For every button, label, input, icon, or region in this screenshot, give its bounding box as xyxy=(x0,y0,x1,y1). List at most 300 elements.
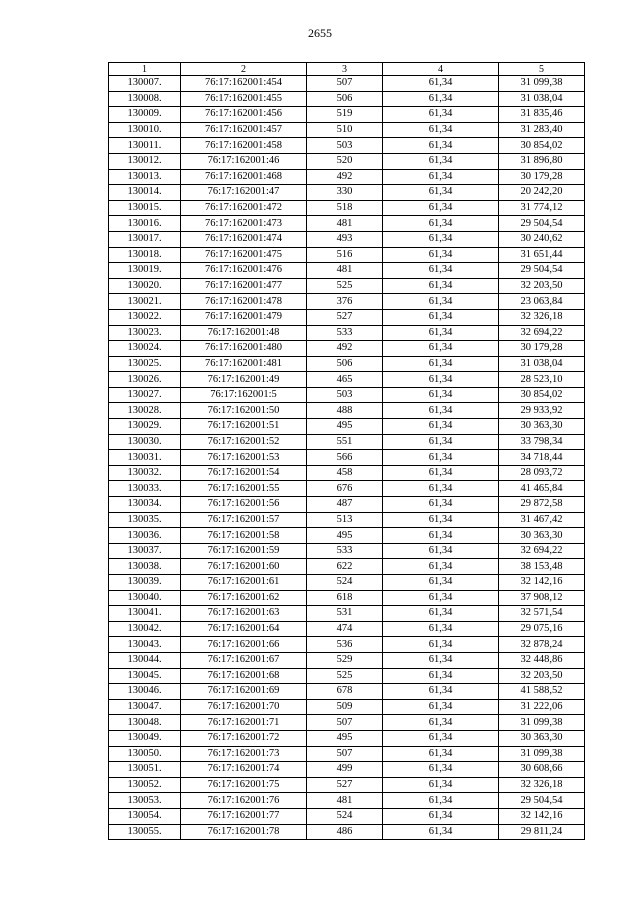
area-cell: 533 xyxy=(307,325,383,341)
table-row xyxy=(109,465,585,481)
area-cell: 516 xyxy=(307,247,383,263)
amount-cell: 30 240,62 xyxy=(499,231,585,247)
amount-cell: 31 835,46 xyxy=(499,107,585,123)
cadastral-number-cell: 76:17:162001:78 xyxy=(181,824,307,840)
cadastral-number-cell: 76:17:162001:473 xyxy=(181,216,307,232)
row-number-cell: 130014. xyxy=(109,185,181,201)
cadastral-number-cell: 76:17:162001:5 xyxy=(181,387,307,403)
table-row xyxy=(109,699,585,715)
table-row xyxy=(109,652,585,668)
amount-cell: 32 203,50 xyxy=(499,668,585,684)
table-row xyxy=(109,341,585,357)
row-number-cell: 130008. xyxy=(109,91,181,107)
table-row xyxy=(109,590,585,606)
rate-cell: 61,34 xyxy=(383,730,499,746)
rate-cell: 61,34 xyxy=(383,652,499,668)
cadastral-number-cell: 76:17:162001:52 xyxy=(181,434,307,450)
rate-cell: 61,34 xyxy=(383,465,499,481)
area-cell: 618 xyxy=(307,590,383,606)
row-number-cell: 130015. xyxy=(109,200,181,216)
table-row xyxy=(109,808,585,824)
rate-cell: 61,34 xyxy=(383,325,499,341)
cadastral-number-cell: 76:17:162001:63 xyxy=(181,606,307,622)
cadastral-number-cell: 76:17:162001:74 xyxy=(181,762,307,778)
table-row xyxy=(109,762,585,778)
area-cell: 531 xyxy=(307,606,383,622)
row-number-cell: 130035. xyxy=(109,512,181,528)
amount-cell: 41 588,52 xyxy=(499,684,585,700)
table-header xyxy=(109,63,585,76)
area-cell: 536 xyxy=(307,637,383,653)
amount-cell: 31 774,12 xyxy=(499,200,585,216)
table-row xyxy=(109,481,585,497)
rate-cell: 61,34 xyxy=(383,793,499,809)
cadastral-number-cell: 76:17:162001:477 xyxy=(181,278,307,294)
table-row xyxy=(109,309,585,325)
table-row xyxy=(109,325,585,341)
area-cell: 533 xyxy=(307,543,383,559)
row-number-cell: 130016. xyxy=(109,216,181,232)
table-row xyxy=(109,434,585,450)
page-number: 2655 xyxy=(308,26,332,40)
row-number-cell: 130045. xyxy=(109,668,181,684)
cadastral-number-cell: 76:17:162001:46 xyxy=(181,153,307,169)
area-cell: 458 xyxy=(307,465,383,481)
row-number-cell: 130028. xyxy=(109,403,181,419)
cadastral-number-cell: 76:17:162001:60 xyxy=(181,559,307,575)
row-number-cell: 130054. xyxy=(109,808,181,824)
table-header-row xyxy=(109,63,585,76)
cadastral-number-cell: 76:17:162001:474 xyxy=(181,231,307,247)
area-cell: 507 xyxy=(307,746,383,762)
row-number-cell: 130029. xyxy=(109,419,181,435)
amount-cell: 32 571,54 xyxy=(499,606,585,622)
amount-cell: 34 718,44 xyxy=(499,450,585,466)
cadastral-number-cell: 76:17:162001:47 xyxy=(181,185,307,201)
amount-cell: 31 038,04 xyxy=(499,91,585,107)
row-number-cell: 130017. xyxy=(109,231,181,247)
cadastral-number-cell: 76:17:162001:70 xyxy=(181,699,307,715)
area-cell: 525 xyxy=(307,668,383,684)
cadastral-number-cell: 76:17:162001:458 xyxy=(181,138,307,154)
row-number-cell: 130049. xyxy=(109,730,181,746)
amount-cell: 20 242,20 xyxy=(499,185,585,201)
cadastral-number-cell: 76:17:162001:55 xyxy=(181,481,307,497)
row-number-cell: 130031. xyxy=(109,450,181,466)
area-cell: 506 xyxy=(307,91,383,107)
table-row xyxy=(109,746,585,762)
area-cell: 527 xyxy=(307,309,383,325)
amount-cell: 32 142,16 xyxy=(499,808,585,824)
column-header-3: 3 xyxy=(307,63,383,76)
area-cell: 495 xyxy=(307,730,383,746)
rate-cell: 61,34 xyxy=(383,668,499,684)
cadastral-number-cell: 76:17:162001:454 xyxy=(181,76,307,92)
cadastral-number-cell: 76:17:162001:73 xyxy=(181,746,307,762)
rate-cell: 61,34 xyxy=(383,356,499,372)
column-header-1: 1 xyxy=(109,63,181,76)
rate-cell: 61,34 xyxy=(383,543,499,559)
rate-cell: 61,34 xyxy=(383,387,499,403)
rate-cell: 61,34 xyxy=(383,621,499,637)
cadastral-number-cell: 76:17:162001:58 xyxy=(181,528,307,544)
amount-cell: 41 465,84 xyxy=(499,481,585,497)
table-row xyxy=(109,278,585,294)
table-row xyxy=(109,107,585,123)
amount-cell: 30 854,02 xyxy=(499,387,585,403)
table-row xyxy=(109,294,585,310)
amount-cell: 38 153,48 xyxy=(499,559,585,575)
row-number-cell: 130020. xyxy=(109,278,181,294)
area-cell: 495 xyxy=(307,528,383,544)
table-row xyxy=(109,200,585,216)
table-row xyxy=(109,512,585,528)
cadastral-number-cell: 76:17:162001:53 xyxy=(181,450,307,466)
area-cell: 520 xyxy=(307,153,383,169)
rate-cell: 61,34 xyxy=(383,91,499,107)
column-header-2: 2 xyxy=(181,63,307,76)
row-number-cell: 130038. xyxy=(109,559,181,575)
row-number-cell: 130026. xyxy=(109,372,181,388)
cadastral-number-cell: 76:17:162001:472 xyxy=(181,200,307,216)
area-cell: 486 xyxy=(307,824,383,840)
amount-cell: 32 142,16 xyxy=(499,575,585,591)
row-number-cell: 130010. xyxy=(109,122,181,138)
cadastral-number-cell: 76:17:162001:468 xyxy=(181,169,307,185)
cadastral-number-cell: 76:17:162001:67 xyxy=(181,652,307,668)
cadastral-number-cell: 76:17:162001:59 xyxy=(181,543,307,559)
row-number-cell: 130024. xyxy=(109,341,181,357)
cadastral-number-cell: 76:17:162001:56 xyxy=(181,497,307,513)
cadastral-number-cell: 76:17:162001:479 xyxy=(181,309,307,325)
row-number-cell: 130040. xyxy=(109,590,181,606)
amount-cell: 32 326,18 xyxy=(499,777,585,793)
area-cell: 622 xyxy=(307,559,383,575)
rate-cell: 61,34 xyxy=(383,185,499,201)
row-number-cell: 130023. xyxy=(109,325,181,341)
rate-cell: 61,34 xyxy=(383,434,499,450)
cadastral-number-cell: 76:17:162001:71 xyxy=(181,715,307,731)
rate-cell: 61,34 xyxy=(383,481,499,497)
row-number-cell: 130055. xyxy=(109,824,181,840)
rate-cell: 61,34 xyxy=(383,247,499,263)
area-cell: 503 xyxy=(307,387,383,403)
row-number-cell: 130048. xyxy=(109,715,181,731)
area-cell: 524 xyxy=(307,575,383,591)
table-row xyxy=(109,356,585,372)
rate-cell: 61,34 xyxy=(383,684,499,700)
cadastral-number-cell: 76:17:162001:457 xyxy=(181,122,307,138)
table-row xyxy=(109,122,585,138)
amount-cell: 29 075,16 xyxy=(499,621,585,637)
rate-cell: 61,34 xyxy=(383,231,499,247)
rate-cell: 61,34 xyxy=(383,497,499,513)
area-cell: 487 xyxy=(307,497,383,513)
rate-cell: 61,34 xyxy=(383,637,499,653)
amount-cell: 31 651,44 xyxy=(499,247,585,263)
row-number-cell: 130009. xyxy=(109,107,181,123)
cadastral-number-cell: 76:17:162001:61 xyxy=(181,575,307,591)
amount-cell: 28 093,72 xyxy=(499,465,585,481)
table-row xyxy=(109,824,585,840)
row-number-cell: 130022. xyxy=(109,309,181,325)
area-cell: 676 xyxy=(307,481,383,497)
rate-cell: 61,34 xyxy=(383,372,499,388)
amount-cell: 30 363,30 xyxy=(499,528,585,544)
table-row xyxy=(109,543,585,559)
area-cell: 495 xyxy=(307,419,383,435)
cadastral-number-cell: 76:17:162001:455 xyxy=(181,91,307,107)
cadastral-number-cell: 76:17:162001:48 xyxy=(181,325,307,341)
amount-cell: 31 222,06 xyxy=(499,699,585,715)
amount-cell: 30 854,02 xyxy=(499,138,585,154)
area-cell: 481 xyxy=(307,263,383,279)
rate-cell: 61,34 xyxy=(383,122,499,138)
rate-cell: 61,34 xyxy=(383,746,499,762)
row-number-cell: 130021. xyxy=(109,294,181,310)
area-cell: 481 xyxy=(307,216,383,232)
rate-cell: 61,34 xyxy=(383,590,499,606)
rate-cell: 61,34 xyxy=(383,715,499,731)
amount-cell: 29 872,58 xyxy=(499,497,585,513)
area-cell: 566 xyxy=(307,450,383,466)
cadastral-number-cell: 76:17:162001:64 xyxy=(181,621,307,637)
area-cell: 465 xyxy=(307,372,383,388)
row-number-cell: 130012. xyxy=(109,153,181,169)
area-cell: 510 xyxy=(307,122,383,138)
area-cell: 507 xyxy=(307,715,383,731)
row-number-cell: 130053. xyxy=(109,793,181,809)
area-cell: 525 xyxy=(307,278,383,294)
column-header-4: 4 xyxy=(383,63,499,76)
rate-cell: 61,34 xyxy=(383,559,499,575)
rate-cell: 61,34 xyxy=(383,606,499,622)
row-number-cell: 130050. xyxy=(109,746,181,762)
table-row xyxy=(109,497,585,513)
cadastral-number-cell: 76:17:162001:57 xyxy=(181,512,307,528)
cadastral-number-cell: 76:17:162001:72 xyxy=(181,730,307,746)
area-cell: 519 xyxy=(307,107,383,123)
row-number-cell: 130039. xyxy=(109,575,181,591)
cadastral-number-cell: 76:17:162001:478 xyxy=(181,294,307,310)
rate-cell: 61,34 xyxy=(383,216,499,232)
rate-cell: 61,34 xyxy=(383,107,499,123)
amount-cell: 32 694,22 xyxy=(499,325,585,341)
row-number-cell: 130033. xyxy=(109,481,181,497)
cadastral-number-cell: 76:17:162001:62 xyxy=(181,590,307,606)
cadastral-number-cell: 76:17:162001:54 xyxy=(181,465,307,481)
rate-cell: 61,34 xyxy=(383,528,499,544)
area-cell: 488 xyxy=(307,403,383,419)
rate-cell: 61,34 xyxy=(383,575,499,591)
amount-cell: 37 908,12 xyxy=(499,590,585,606)
amount-cell: 31 896,80 xyxy=(499,153,585,169)
area-cell: 503 xyxy=(307,138,383,154)
area-cell: 499 xyxy=(307,762,383,778)
table-body xyxy=(109,76,585,840)
table-row xyxy=(109,793,585,809)
table-row xyxy=(109,730,585,746)
row-number-cell: 130042. xyxy=(109,621,181,637)
area-cell: 492 xyxy=(307,341,383,357)
rate-cell: 61,34 xyxy=(383,512,499,528)
cadastral-number-cell: 76:17:162001:68 xyxy=(181,668,307,684)
cadastral-number-cell: 76:17:162001:69 xyxy=(181,684,307,700)
rate-cell: 61,34 xyxy=(383,200,499,216)
rate-cell: 61,34 xyxy=(383,777,499,793)
table-row xyxy=(109,263,585,279)
table-row xyxy=(109,575,585,591)
rate-cell: 61,34 xyxy=(383,403,499,419)
rate-cell: 61,34 xyxy=(383,450,499,466)
amount-cell: 30 363,30 xyxy=(499,419,585,435)
table-row xyxy=(109,91,585,107)
table-row xyxy=(109,247,585,263)
amount-cell: 29 811,24 xyxy=(499,824,585,840)
row-number-cell: 130019. xyxy=(109,263,181,279)
row-number-cell: 130052. xyxy=(109,777,181,793)
rate-cell: 61,34 xyxy=(383,808,499,824)
cadastral-number-cell: 76:17:162001:49 xyxy=(181,372,307,388)
area-cell: 481 xyxy=(307,793,383,809)
table-row xyxy=(109,559,585,575)
row-number-cell: 130027. xyxy=(109,387,181,403)
row-number-cell: 130047. xyxy=(109,699,181,715)
rate-cell: 61,34 xyxy=(383,699,499,715)
table-row xyxy=(109,372,585,388)
area-cell: 376 xyxy=(307,294,383,310)
rate-cell: 61,34 xyxy=(383,76,499,92)
amount-cell: 31 099,38 xyxy=(499,76,585,92)
table-row xyxy=(109,403,585,419)
row-number-cell: 130034. xyxy=(109,497,181,513)
table-row xyxy=(109,419,585,435)
area-cell: 551 xyxy=(307,434,383,450)
row-number-cell: 130032. xyxy=(109,465,181,481)
row-number-cell: 130041. xyxy=(109,606,181,622)
amount-cell: 30 608,66 xyxy=(499,762,585,778)
rate-cell: 61,34 xyxy=(383,419,499,435)
amount-cell: 29 504,54 xyxy=(499,263,585,279)
row-number-cell: 130043. xyxy=(109,637,181,653)
table-row xyxy=(109,216,585,232)
cadastral-number-cell: 76:17:162001:50 xyxy=(181,403,307,419)
table-row xyxy=(109,777,585,793)
rate-cell: 61,34 xyxy=(383,278,499,294)
row-number-cell: 130046. xyxy=(109,684,181,700)
row-number-cell: 130013. xyxy=(109,169,181,185)
table-row xyxy=(109,76,585,92)
cadastral-number-cell: 76:17:162001:481 xyxy=(181,356,307,372)
table-row xyxy=(109,450,585,466)
area-cell: 507 xyxy=(307,76,383,92)
area-cell: 506 xyxy=(307,356,383,372)
area-cell: 509 xyxy=(307,699,383,715)
cadastral-number-cell: 76:17:162001:456 xyxy=(181,107,307,123)
area-cell: 678 xyxy=(307,684,383,700)
amount-cell: 31 099,38 xyxy=(499,715,585,731)
rate-cell: 61,34 xyxy=(383,263,499,279)
cadastral-number-cell: 76:17:162001:66 xyxy=(181,637,307,653)
cadastral-number-cell: 76:17:162001:480 xyxy=(181,341,307,357)
data-table xyxy=(108,62,585,840)
row-number-cell: 130011. xyxy=(109,138,181,154)
row-number-cell: 130037. xyxy=(109,543,181,559)
amount-cell: 31 099,38 xyxy=(499,746,585,762)
cadastral-number-cell: 76:17:162001:475 xyxy=(181,247,307,263)
rate-cell: 61,34 xyxy=(383,138,499,154)
area-cell: 518 xyxy=(307,200,383,216)
amount-cell: 32 694,22 xyxy=(499,543,585,559)
rate-cell: 61,34 xyxy=(383,169,499,185)
amount-cell: 30 179,28 xyxy=(499,169,585,185)
cadastral-number-cell: 76:17:162001:51 xyxy=(181,419,307,435)
amount-cell: 31 038,04 xyxy=(499,356,585,372)
rate-cell: 61,34 xyxy=(383,309,499,325)
amount-cell: 28 523,10 xyxy=(499,372,585,388)
amount-cell: 31 283,40 xyxy=(499,122,585,138)
rate-cell: 61,34 xyxy=(383,294,499,310)
area-cell: 330 xyxy=(307,185,383,201)
area-cell: 492 xyxy=(307,169,383,185)
table-row xyxy=(109,715,585,731)
rate-cell: 61,34 xyxy=(383,153,499,169)
table-row xyxy=(109,528,585,544)
amount-cell: 32 448,86 xyxy=(499,652,585,668)
amount-cell: 29 933,92 xyxy=(499,403,585,419)
amount-cell: 33 798,34 xyxy=(499,434,585,450)
row-number-cell: 130051. xyxy=(109,762,181,778)
amount-cell: 29 504,54 xyxy=(499,216,585,232)
row-number-cell: 130007. xyxy=(109,76,181,92)
amount-cell: 32 878,24 xyxy=(499,637,585,653)
amount-cell: 30 179,28 xyxy=(499,341,585,357)
area-cell: 493 xyxy=(307,231,383,247)
rate-cell: 61,34 xyxy=(383,341,499,357)
row-number-cell: 130044. xyxy=(109,652,181,668)
area-cell: 524 xyxy=(307,808,383,824)
cadastral-number-cell: 76:17:162001:75 xyxy=(181,777,307,793)
table-row xyxy=(109,387,585,403)
amount-cell: 30 363,30 xyxy=(499,730,585,746)
amount-cell: 29 504,54 xyxy=(499,793,585,809)
cadastral-number-cell: 76:17:162001:76 xyxy=(181,793,307,809)
table-row xyxy=(109,231,585,247)
area-cell: 513 xyxy=(307,512,383,528)
row-number-cell: 130030. xyxy=(109,434,181,450)
area-cell: 529 xyxy=(307,652,383,668)
row-number-cell: 130036. xyxy=(109,528,181,544)
area-cell: 474 xyxy=(307,621,383,637)
table-row xyxy=(109,684,585,700)
table-row xyxy=(109,668,585,684)
table-row xyxy=(109,138,585,154)
area-cell: 527 xyxy=(307,777,383,793)
cadastral-number-cell: 76:17:162001:476 xyxy=(181,263,307,279)
table-row xyxy=(109,169,585,185)
column-header-5: 5 xyxy=(499,63,585,76)
row-number-cell: 130025. xyxy=(109,356,181,372)
row-number-cell: 130018. xyxy=(109,247,181,263)
table-row xyxy=(109,153,585,169)
table-row xyxy=(109,621,585,637)
amount-cell: 31 467,42 xyxy=(499,512,585,528)
amount-cell: 32 203,50 xyxy=(499,278,585,294)
rate-cell: 61,34 xyxy=(383,762,499,778)
rate-cell: 61,34 xyxy=(383,824,499,840)
cadastral-number-cell: 76:17:162001:77 xyxy=(181,808,307,824)
table-row xyxy=(109,185,585,201)
